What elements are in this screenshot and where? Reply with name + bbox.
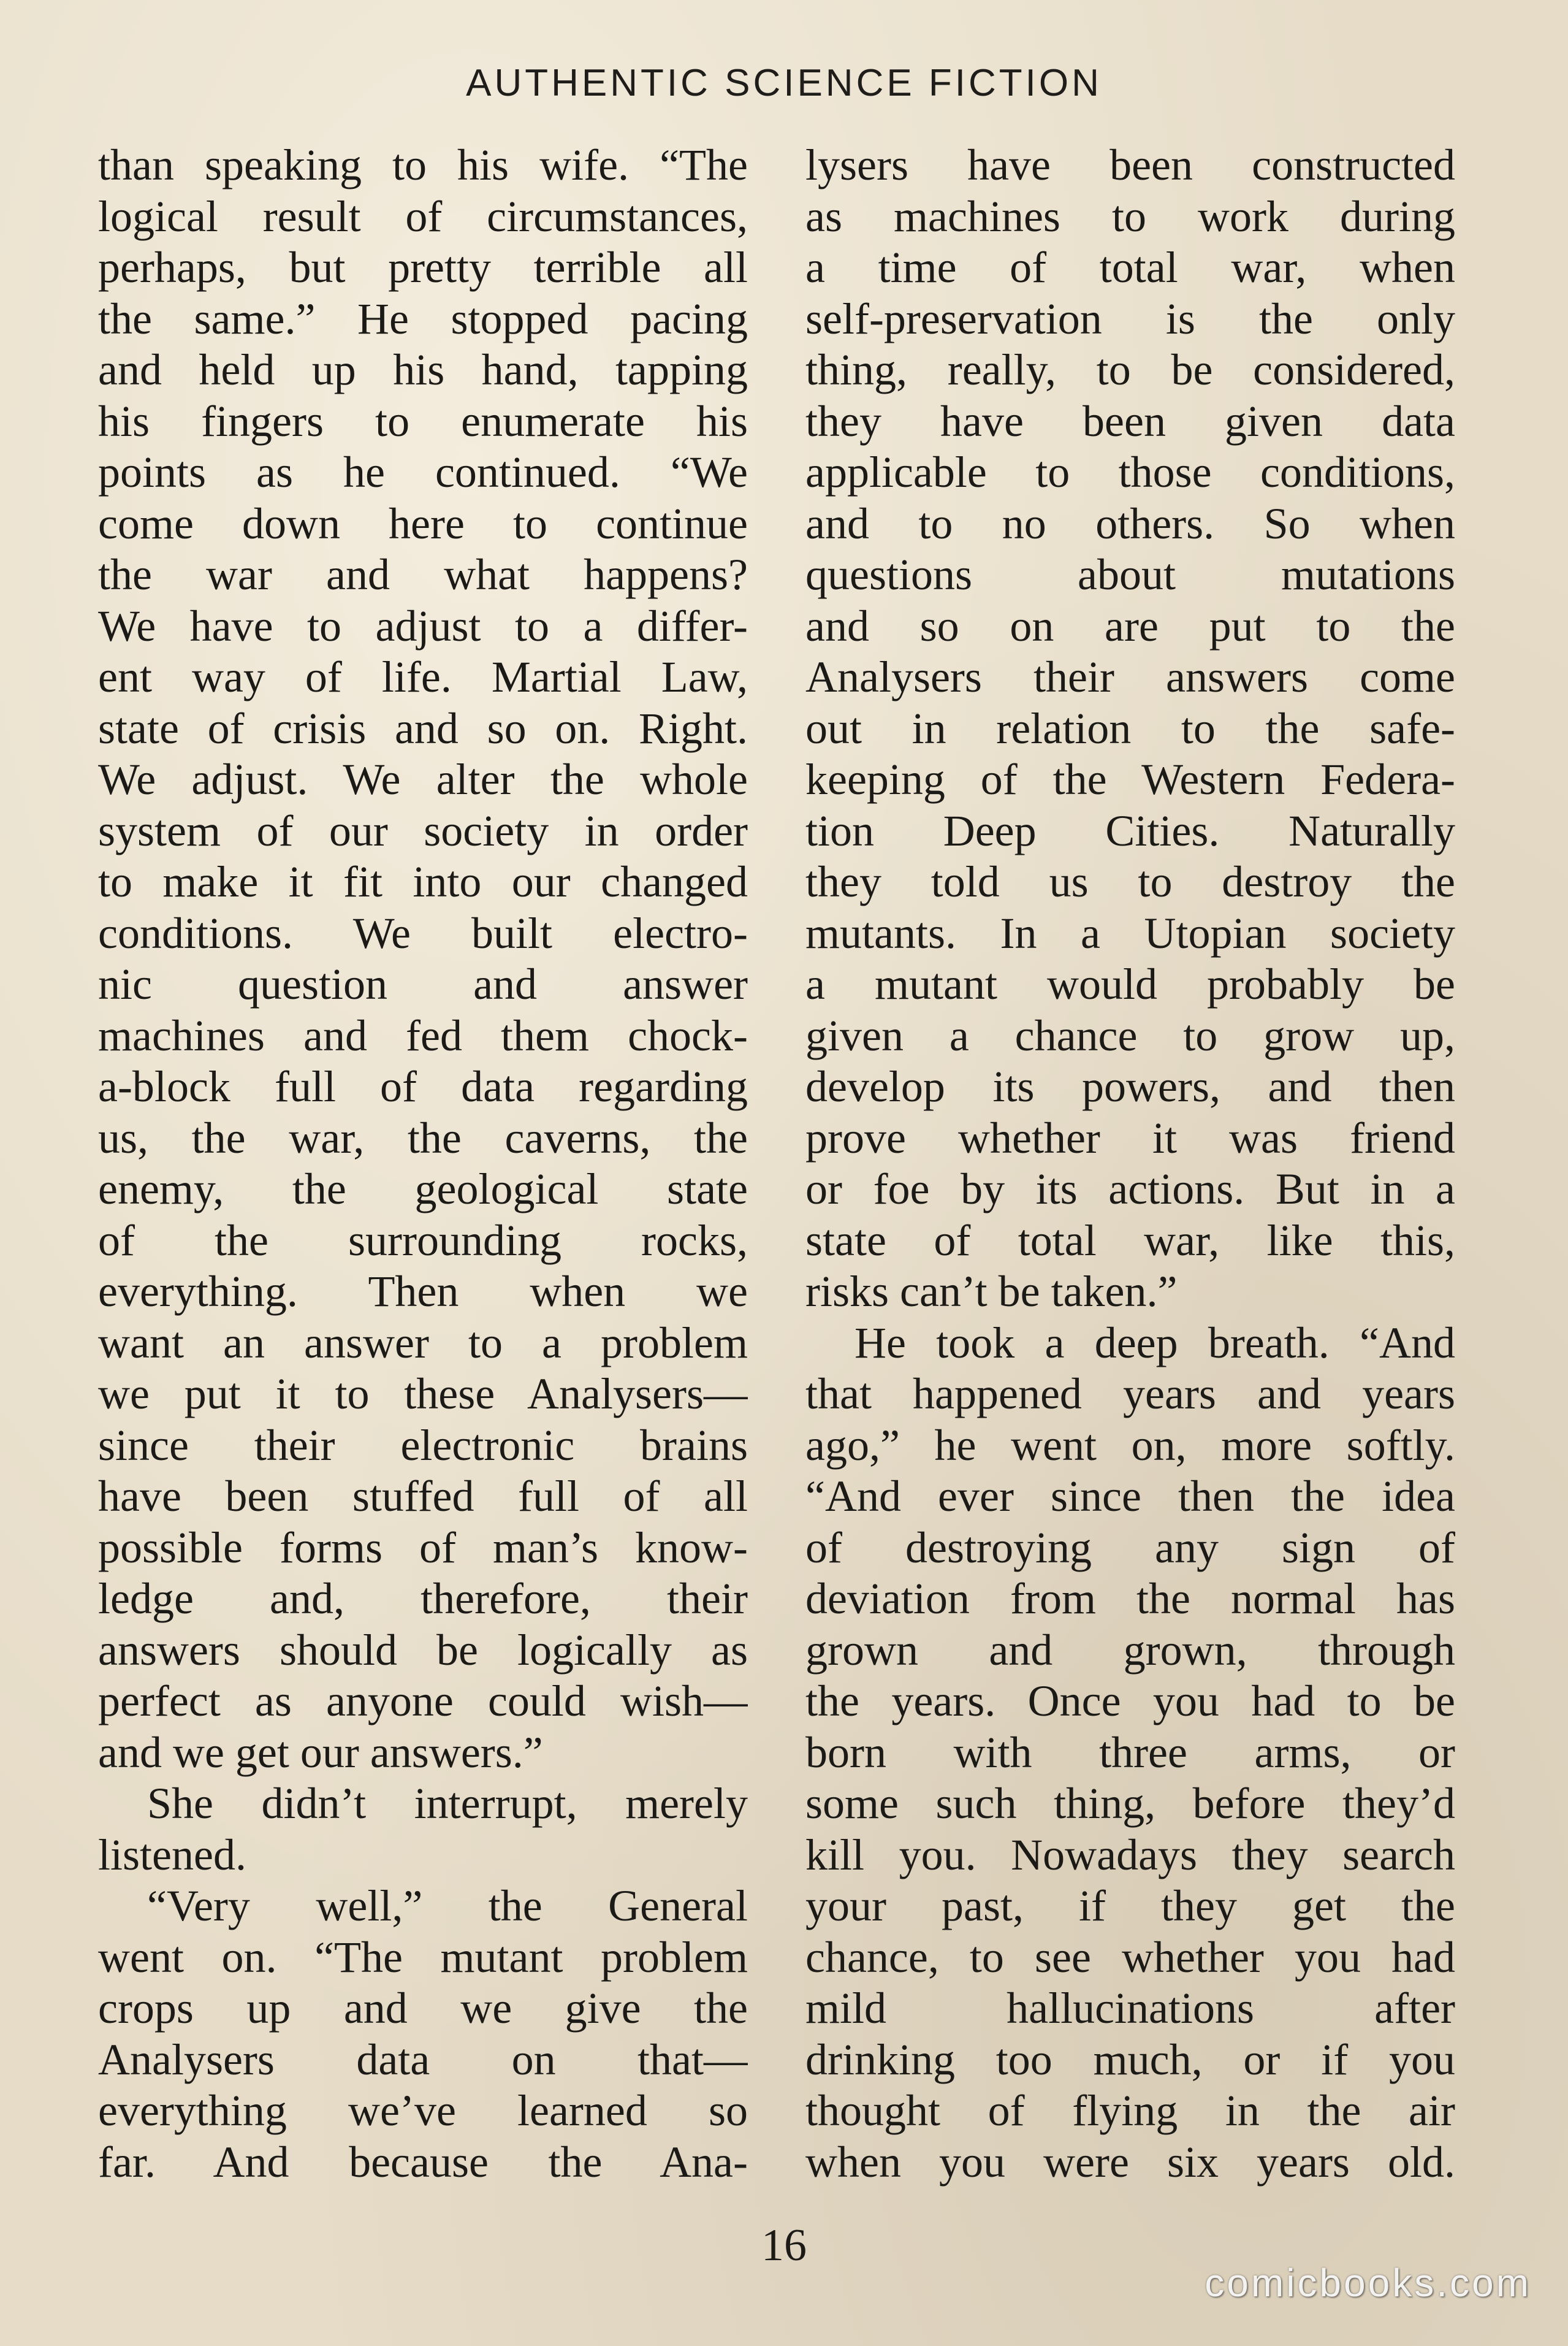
text-line: ent way of life. Martial Law,	[98, 652, 748, 701]
text-line: listened.	[98, 1830, 246, 1879]
text-line: a time of total war, when	[805, 243, 1455, 292]
text-line: born with three arms, or	[805, 1727, 1455, 1777]
text-line: mild hallucinations after	[805, 1984, 1455, 2033]
text-line: conditions. We built electro-	[98, 908, 748, 958]
text-line: enemy, the geological state	[98, 1164, 748, 1213]
text-line: want an answer to a problem	[98, 1318, 748, 1367]
text-line: that happened years and years	[805, 1369, 1455, 1418]
text-line: kill you. Nowadays they search	[805, 1830, 1455, 1879]
text-line: answers should be logically as	[98, 1625, 748, 1675]
text-line: lysers have been constructed	[805, 140, 1455, 189]
text-line: self-preservation is the only	[805, 294, 1455, 343]
text-line: We have to adjust to a differ-	[98, 601, 748, 651]
text-line: than speaking to his wife. “The	[98, 140, 748, 189]
text-line: state of total war, like this,	[805, 1215, 1455, 1265]
text-line: Analysers data on that—	[98, 2035, 748, 2084]
text-line: thing, really, to be considered,	[805, 345, 1455, 394]
text-line: and so on are put to the	[805, 601, 1455, 651]
text-line: the same.” He stopped pacing	[98, 294, 748, 343]
text-line: mutants. In a Utopian society	[805, 908, 1455, 958]
text-line: keeping of the Western Federa-	[805, 755, 1455, 804]
text-line: Analysers their answers come	[805, 652, 1455, 701]
text-line: come down here to continue	[98, 499, 748, 548]
text-line: deviation from the normal has	[805, 1574, 1455, 1623]
text-line: She didn’t interrupt, merely	[147, 1779, 748, 1828]
text-line: points as he continued. “We	[98, 448, 748, 497]
text-line: they have been given data	[805, 396, 1455, 446]
text-line: ledge and, therefore, their	[98, 1574, 748, 1623]
text-line: possible forms of man’s know-	[98, 1523, 748, 1572]
text-line: a mutant would probably be	[805, 960, 1455, 1009]
text-line: He took a deep breath. “And	[854, 1318, 1455, 1367]
text-line: machines and fed them chock-	[98, 1011, 748, 1060]
text-line: tion Deep Cities. Naturally	[805, 806, 1455, 855]
text-line: drinking too much, or if you	[805, 2035, 1455, 2084]
text-line: his fingers to enumerate his	[98, 396, 748, 446]
text-line: chance, to see whether you had	[805, 1932, 1455, 1982]
text-line: “Very well,” the General	[147, 1881, 748, 1930]
text-line: us, the war, the caverns, the	[98, 1113, 748, 1163]
text-line: develop its powers, and then	[805, 1062, 1455, 1111]
text-line: your past, if they get the	[805, 1881, 1455, 1930]
text-line: given a chance to grow up,	[805, 1011, 1455, 1060]
text-line: have been stuffed full of all	[98, 1472, 748, 1521]
text-line: as machines to work during	[805, 191, 1455, 241]
text-line: of the surrounding rocks,	[98, 1215, 748, 1265]
text-line: far. And because the Ana-	[98, 2137, 748, 2187]
text-line: grown and grown, through	[805, 1625, 1455, 1675]
text-line: a-block full of data regarding	[98, 1062, 748, 1111]
text-line: perhaps, but pretty terrible all	[98, 243, 748, 292]
watermark-logo: comicbooks.com	[1205, 2261, 1531, 2305]
page-number: 16	[761, 2220, 807, 2271]
text-column-right	[805, 140, 1455, 2188]
text-line: “And ever since then the idea	[805, 1472, 1455, 1521]
text-line: the years. Once you had to be	[805, 1676, 1455, 1725]
text-line: the war and what happens?	[98, 550, 748, 599]
text-line: risks can’t be taken.”	[805, 1267, 1178, 1316]
running-head: AUTHENTIC SCIENCE FICTION	[466, 62, 1102, 104]
text-line: went on. “The mutant problem	[98, 1932, 748, 1982]
text-line: thought of flying in the air	[805, 2086, 1455, 2135]
text-line: some such thing, before they’d	[805, 1779, 1455, 1828]
text-line: or foe by its actions. But in a	[805, 1164, 1455, 1213]
text-line: everything. Then when we	[98, 1267, 748, 1316]
text-line: state of crisis and so on. Right.	[98, 703, 748, 753]
text-line: when you were six years old.	[805, 2137, 1455, 2187]
text-line: ago,” he went on, more softly.	[805, 1420, 1455, 1470]
text-line: prove whether it was friend	[805, 1113, 1455, 1163]
text-line: and held up his hand, tapping	[98, 345, 748, 394]
text-line: questions about mutations	[805, 550, 1455, 599]
text-line: since their electronic brains	[98, 1420, 748, 1470]
text-line: and to no others. So when	[805, 499, 1455, 548]
text-line: system of our society in order	[98, 806, 748, 855]
text-line: nic question and answer	[98, 960, 748, 1009]
text-line: we put it to these Analysers—	[98, 1369, 748, 1418]
text-line: and we get our answers.”	[98, 1727, 543, 1777]
text-line: to make it fit into our changed	[98, 857, 748, 906]
text-line: they told us to destroy the	[805, 857, 1455, 906]
text-line: out in relation to the safe-	[805, 703, 1455, 753]
text-column-left	[98, 140, 748, 2188]
text-line: everything we’ve learned so	[98, 2086, 748, 2135]
text-line: We adjust. We alter the whole	[98, 755, 748, 804]
text-line: of destroying any sign of	[805, 1523, 1455, 1572]
text-line: logical result of circumstances,	[98, 191, 748, 241]
text-line: crops up and we give the	[98, 1984, 748, 2033]
text-line: applicable to those conditions,	[805, 448, 1455, 497]
text-line: perfect as anyone could wish—	[98, 1676, 748, 1725]
